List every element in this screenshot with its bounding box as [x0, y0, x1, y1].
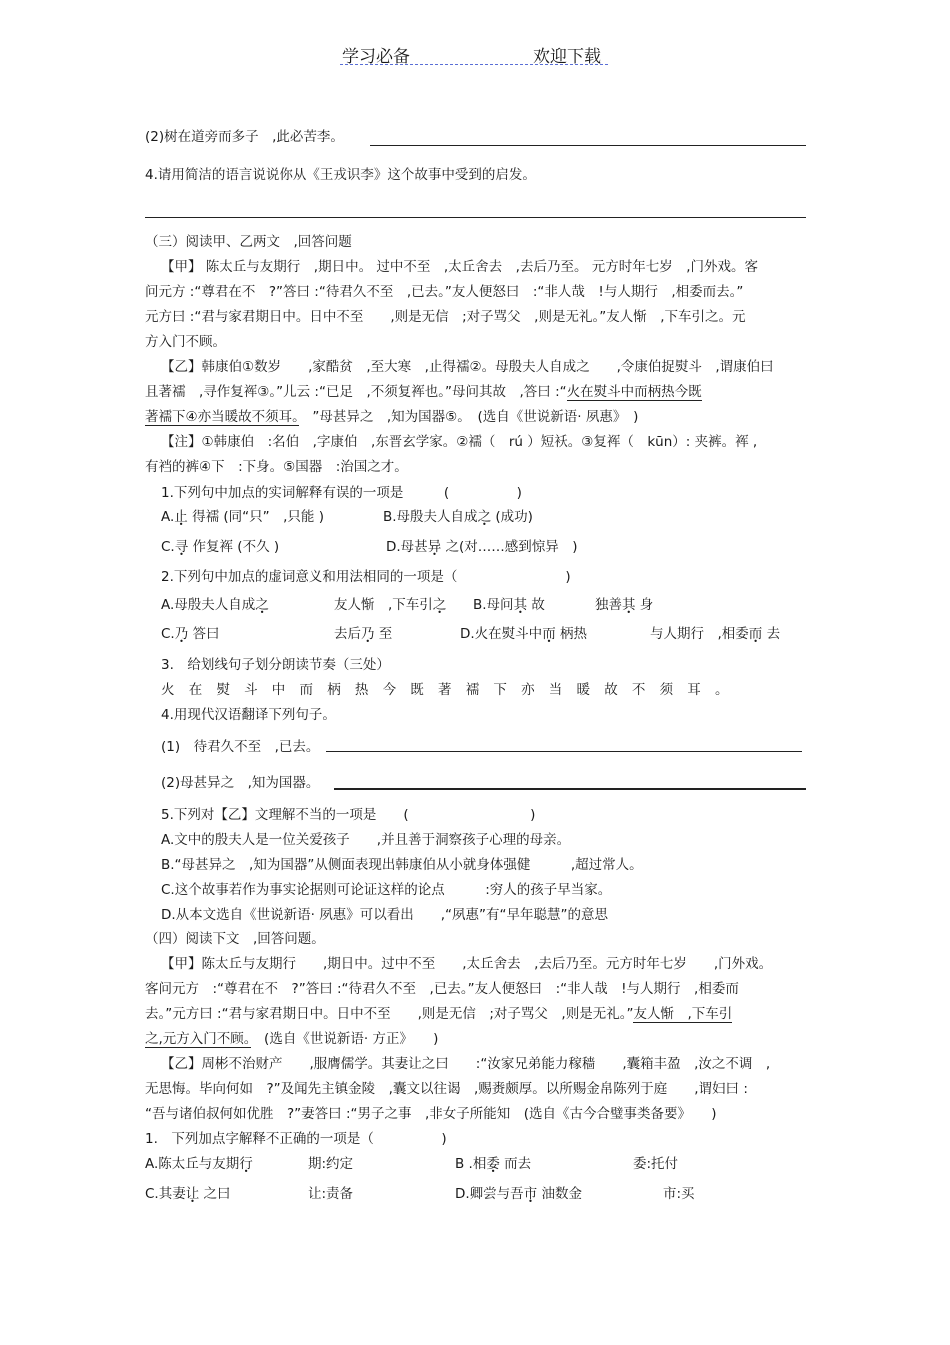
question-5: 5.下列对【乙】文理解不当的一项是 ( ) [161, 807, 536, 823]
option-d: D.从本文选自《世说新语· 夙惠》可以看出 ,“夙惠”有“早年聪慧”的意思 [161, 907, 609, 923]
option-c-compare: 去后乃 至 [334, 626, 393, 642]
option-b-compare: 独善其 身 [595, 597, 654, 613]
answer-line [370, 145, 806, 146]
option-a-compare: 友人惭 ,下车引之 [334, 597, 447, 613]
option-a-meaning: 期:约定 [308, 1156, 354, 1172]
passage-yi-line: 【乙】韩康伯①数岁 ,家酷贫 ,至大寒 ,止得襦②。母殷夫人自成之 ,令康伯捉熨斗 ,谓康伯曰 [161, 359, 774, 375]
section-3-title: （三）阅读甲、乙两文 ,回答问题 [145, 234, 352, 250]
passage-yi-line: “吾与诸伯叔何如优胜 ?”妻答曰 :“男子之事 ,非女子所能知 (选自《古今合璧事类备要》 ) [145, 1106, 717, 1122]
underlined-sentence: 著襦下④亦当暖故不须耳。 [145, 409, 299, 425]
question-4: 4.请用简洁的语言说说你从《王戎识李》这个故事中受到的启发。 [145, 167, 536, 183]
translate-2: (2)母甚异之 ,知为国器。 [161, 775, 320, 791]
passage-jia-line: 去。”元方曰 :“君与家君期日中。日中不至 ,则是无信 ;对子骂父 ,则是无礼。”友人惭 ,下车引 [145, 1006, 733, 1022]
underlined-sentence: 之,元方入门不顾。 [145, 1031, 251, 1047]
option-b: B.母问其 故 [473, 597, 545, 613]
option-d: D.卿尝与吾市 油数金 [455, 1186, 582, 1202]
underlined-sentence: 友人惭 ,下车引 [633, 1006, 733, 1022]
section-4-title: （四）阅读下文 ,回答问题。 [145, 931, 325, 947]
option-c-meaning: 让:责备 [308, 1186, 354, 1202]
option-a: A.陈太丘与友期行 [145, 1156, 253, 1172]
option-d-compare: 与人期行 ,相委而 去 [650, 626, 781, 642]
rhythm-sentence: 火在熨斗中而柄热今既著襦下亦当暖故不须耳。 [161, 682, 743, 698]
answer-line [334, 788, 806, 790]
passage-jia-line: 问元方 :“尊君在不 ?”答曰 :“待君久不至 ,已去。”友人便怒曰 :“非人哉 !与人期行 ,相委而去。” [145, 284, 744, 300]
option-a: A.母殷夫人自成之 [161, 597, 269, 613]
option-b: B.母殷夫人自成之 (成功) [383, 509, 533, 525]
option-d: D.火在熨斗中而 柄热 [460, 626, 587, 642]
option-d: D.母甚异 之(对……感到惊异 ) [386, 539, 578, 555]
header-right: 欢迎下载 [533, 47, 601, 67]
question-3: 3. 给划线句子划分朗读节奏（三处） [161, 657, 390, 673]
passage-jia-line: 元方曰 :“君与家君期日中。日中不至 ,则是无信 ;对子骂父 ,则是无礼。”友人惭 ,下车引之。元 [145, 309, 746, 325]
option-b: B.“母甚异之 ,知为国器”从侧面表现出韩康伯从小就身体强健 ,超过常人。 [161, 857, 643, 873]
option-b-meaning: 委:托付 [633, 1156, 679, 1172]
underlined-sentence: 火在熨斗中而柄热今既 [566, 384, 702, 400]
passage-jia-line: 【甲】陈太丘与友期行 ,期日中。过中不至 ,太丘舍去 ,去后乃至。元方时年七岁 ,门外戏。 [161, 956, 773, 972]
option-a: A.止 得襦 (同“只” ,只能 ) [161, 509, 324, 525]
option-b: B .相委 而去 [455, 1156, 532, 1172]
option-d-meaning: 市:买 [663, 1186, 695, 1202]
page-header [340, 42, 608, 65]
section-4-question-1: 1. 下列加点字解释不正确的一项是（ ) [145, 1131, 447, 1147]
option-c: C.乃 答曰 [161, 626, 220, 642]
passage-yi-line: 无思悔。毕向何如 ?”及闻先主镇金陵 ,囊文以往谒 ,赐赉颇厚。以所赐金帛陈列于庭 ,谓妇曰 : [145, 1081, 748, 1097]
question-4b: 4.用现代汉语翻译下列句子。 [161, 707, 336, 723]
option-c: C.这个故事若作为事实论据则可论证这样的论点 :穷人的孩子早当家。 [161, 882, 612, 898]
option-c: C.其妻让 之曰 [145, 1186, 231, 1202]
passage-jia-line: 之,元方入门不顾。 (选自《世说新语· 方正》 ) [145, 1031, 439, 1047]
question-2: 2.下列句中加点的虚词意义和用法相同的一项是（ ) [161, 569, 571, 585]
note-line: 有裆的裤④下 :下身。⑤国器 :治国之才。 [145, 459, 408, 475]
passage-jia-line: 【甲】 陈太丘与友期行 ,期日中。 过中不至 ,太丘舍去 ,去后乃至。 元方时年七岁 ,门外戏。客 [161, 259, 759, 275]
header-left: 学习必备 [342, 47, 410, 67]
answer-line [326, 751, 802, 752]
passage-yi-line: 且著襦 ,寻作复裈③。”儿云 :“已足 ,不须复裈也。”母问其故 ,答曰 :“火在熨斗中而柄热今既 [145, 384, 702, 400]
translate-1: (1) 待君久不至 ,已去。 [161, 739, 320, 755]
answer-line [145, 217, 806, 218]
question-2-line: (2)树在道旁而多子 ,此必苦李。 [145, 129, 344, 145]
note-line: 【注】①韩康伯 :名伯 ,字康伯 ,东晋玄学家。②襦（ rú ）短袄。③复裈（ kūn）: 夹裤。裈 , [161, 434, 758, 450]
passage-jia-line: 客问元方 :“尊君在不 ?”答曰 :“待君久不至 ,已去。”友人便怒曰 :“非人哉 !与人期行 ,相委而 [145, 981, 739, 997]
passage-yi-line: 著襦下④亦当暖故不须耳。 ”母甚异之 ,知为国器⑤。 (选自《世说新语· 夙惠》 ) [145, 409, 639, 425]
option-a: A.文中的殷夫人是一位关爱孩子 ,并且善于洞察孩子心理的母亲。 [161, 832, 571, 848]
option-c: C.寻 作复裈 (不久 ) [161, 539, 280, 555]
passage-yi-line: 【乙】周彬不治财产 ,服膺儒学。其妻让之曰 :“汝家兄弟能力稼穑 ,囊箱丰盈 ,汝之不调 , [161, 1056, 771, 1072]
question-1: 1.下列句中加点的实词解释有误的一项是 ( ) [161, 485, 522, 501]
passage-jia-line: 方入门不顾。 [145, 334, 226, 350]
